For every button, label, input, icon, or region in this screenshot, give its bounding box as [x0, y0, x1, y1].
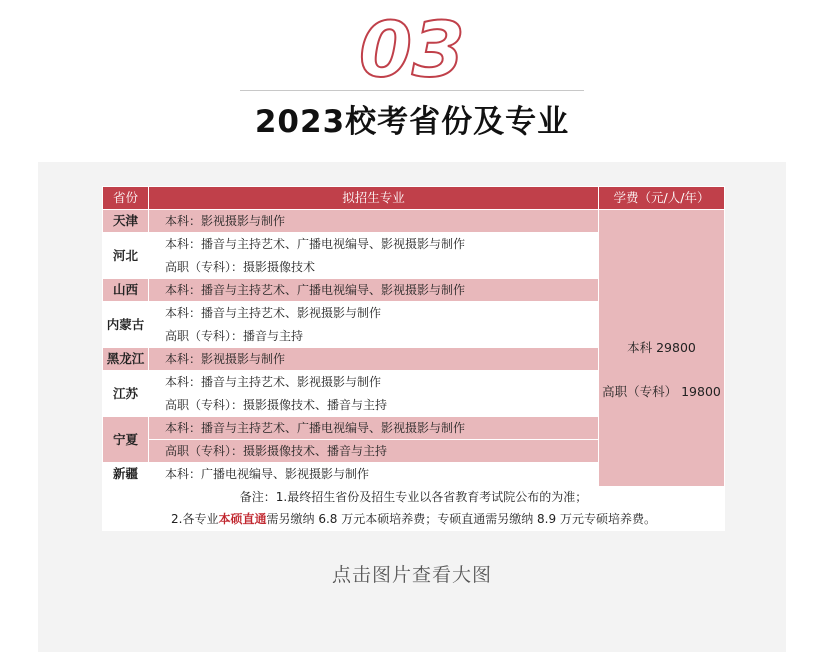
note-row — [103, 486, 725, 531]
province-cell: 江苏 — [103, 371, 149, 417]
col-header-majors: 拟招生专业 — [149, 187, 599, 210]
major-cell: 本科：播音与主持艺术、影视摄影与制作 — [149, 302, 599, 325]
col-header-province: 省份 — [103, 187, 149, 210]
page-title: 2023校考省份及专业 — [254, 104, 570, 140]
province-cell: 天津 — [103, 210, 149, 233]
major-cell: 高职（专科）：摄影摄像技术、播音与主持 — [149, 440, 599, 463]
note-highlight: 本硕直通 — [218, 512, 267, 526]
major-cell: 本科：播音与主持艺术、广播电视编导、影视摄影与制作 — [149, 233, 599, 256]
province-cell: 内蒙古 — [103, 302, 149, 348]
table-header-row — [103, 187, 725, 210]
section-number-graphic — [337, 8, 487, 90]
section-number — [0, 8, 824, 94]
admissions-table — [102, 186, 725, 531]
province-cell: 新疆 — [103, 463, 149, 486]
view-large-image-link[interactable]: 点击图片查看大图 — [331, 564, 492, 586]
note-line-2-prefix: 2.各专业 — [171, 512, 219, 526]
major-cell: 本科：播音与主持艺术、广播电视编导、影视摄影与制作 — [149, 279, 599, 302]
major-cell: 高职（专科）：播音与主持 — [149, 325, 599, 348]
province-cell: 黑龙江 — [103, 348, 149, 371]
fee-cell — [599, 210, 725, 531]
note-line-2-suffix: 需另缴纳 6.8 万元本硕培养费；专硕直通需另缴纳 8.9 万元专硕培养费。 — [266, 512, 656, 526]
major-cell: 本科：播音与主持艺术、广播电视编导、影视摄影与制作 — [149, 417, 599, 440]
major-cell: 高职（专科）：摄影摄像技术、播音与主持 — [149, 394, 599, 417]
fee-vocational: 高职（专科） 19800 — [602, 384, 721, 399]
note-line-2 — [103, 508, 724, 530]
admissions-table-image[interactable] — [102, 186, 724, 530]
major-cell: 本科：影视摄影与制作 — [149, 348, 599, 371]
note-line-1: 备注：1.最终招生省份及招生专业以各省教育考试院公布的为准； — [239, 490, 588, 504]
image-panel[interactable] — [38, 162, 786, 652]
major-cell: 本科：影视摄影与制作 — [149, 210, 599, 233]
major-cell: 本科：广播电视编导、影视摄影与制作 — [149, 463, 599, 486]
note-cell — [103, 486, 725, 531]
section-number-text: 03 — [359, 8, 465, 90]
fee-gap — [599, 359, 724, 381]
table-row — [103, 210, 725, 233]
major-cell: 高职（专科）：摄影摄像技术 — [149, 256, 599, 279]
major-cell: 本科：播音与主持艺术、影视摄影与制作 — [149, 371, 599, 394]
province-cell: 宁夏 — [103, 417, 149, 463]
col-header-fee: 学费（元/人/年） — [599, 187, 725, 210]
province-cell: 河北 — [103, 233, 149, 279]
province-cell: 山西 — [103, 279, 149, 302]
title-divider — [240, 90, 584, 91]
fee-undergrad: 本科 29800 — [627, 340, 696, 355]
